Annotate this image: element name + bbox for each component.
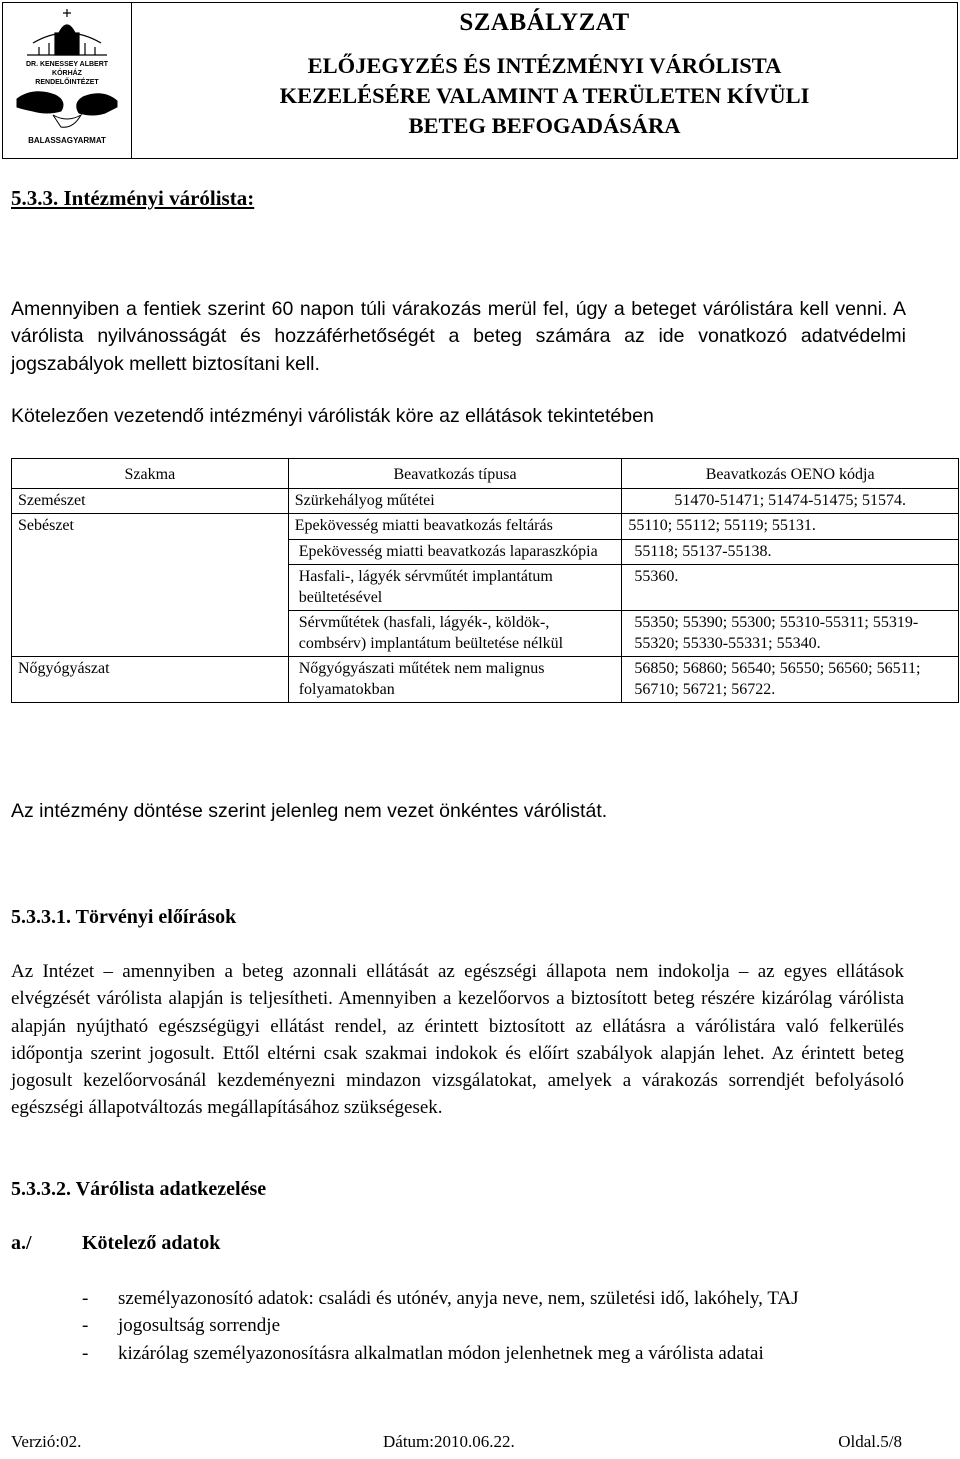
table-cell: 55350; 55390; 55300; 55310-55311; 55319-55320; 55330-55331; 55340. xyxy=(622,611,959,657)
table-cell: 56850; 56860; 56540; 56550; 56560; 56511; 56710; 56721; 56722. xyxy=(622,657,959,703)
document-subtitle xyxy=(132,51,957,141)
list-item-text: személyazonosító adatok: családi és utónév, anyja neve, nem, születési idő, lakóhely, TAJ xyxy=(118,1288,799,1309)
decision-line: Az intézmény döntése szerint jelenleg nem vezet önkéntes várólistát. xyxy=(11,800,608,822)
table-cell xyxy=(12,565,289,611)
table-row xyxy=(12,565,959,611)
table-cell: Szürkehályog műtétei xyxy=(288,488,622,514)
table-header-row xyxy=(12,459,959,489)
table-cell: Sebészet xyxy=(12,514,289,540)
svg-text:KÓRHÁZ: KÓRHÁZ xyxy=(52,70,82,77)
table-caption: Kötelezően vezetendő intézményi várólisták köre az ellátások tekintetében xyxy=(11,405,654,427)
subtitle-line: BETEG BEFOGADÁSÁRA xyxy=(408,113,681,138)
table-cell: 55360. xyxy=(622,565,959,611)
header-title-block xyxy=(132,3,957,141)
table-cell xyxy=(12,611,289,657)
footer-version: Verzió:02. xyxy=(11,1432,82,1451)
table-row xyxy=(12,539,959,565)
table-cell: Sérvműtétek (hasfali, lágyék-, köldök-, combsérv) implantátum beültetése nélkül xyxy=(288,611,622,657)
footer-date: Dátum:2010.06.22. xyxy=(383,1432,515,1451)
point-title: Kötelező adatok xyxy=(82,1232,221,1254)
subsection-heading: 5.3.3.2. Várólista adatkezelése xyxy=(11,1178,267,1200)
list-item: - személyazonosító adatok: családi és utónév, anyja neve, nem, születési idő, lakóhely, TAJ xyxy=(82,1285,904,1312)
svg-text:DR. KENESSEY ALBERT: DR. KENESSEY ALBERT xyxy=(25,61,109,68)
document-title: SZABÁLYZAT xyxy=(459,9,630,36)
point-label: a./ xyxy=(11,1232,32,1254)
svg-text:RENDELŐINTÉZET: RENDELŐINTÉZET xyxy=(35,79,99,86)
table-cell: Hasfali-, lágyék sérvműtét implantátum beültetésével xyxy=(288,565,622,611)
subsection-paragraph: Az Intézet – amennyiben a beteg azonnali ellátását az egészségi állapota nem indokolja – az egyes ellátások elvégzését várólista alapján is teljesítheti. Amennyiben a kezelőorvos a biztosított beteg részére kizárólag várólista alapján nyújtható egészségügyi ellátást rendel, az érintett biztosított az ellátásra a várólistára való felkerülés időpontja szerint jogosult. Ettől eltérni csak szakmai indokok és előírt szabályok alapján lehet. Az érintett beteg jogosult kezelőorvosánál kezdeményezni mindazon vizsgálatokat, amelyek a várakozás sorrendjét befolyásoló egészségi állapotváltozás megállapításához szükségesek. xyxy=(11,961,904,1119)
waiting-list-table xyxy=(11,458,959,703)
section-heading: 5.3.3. Intézményi várólista: xyxy=(11,186,255,210)
intro-paragraph: Amennyiben a fentiek szerint 60 napon túli várakozás merül fel, úgy a beteget várólistára kell venni. A várólista nyilvánosságát és hozzáférhetőségét a beteg számára az ide vonatkozó adatvédelmi jogszabályok mellett biztosítani kell. xyxy=(11,298,906,375)
list-item-text: kizárólag személyazonosításra alkalmatlan módon jelenhetnek meg a várólista adatai xyxy=(118,1342,764,1364)
list-item: - jogosultság sorrendje xyxy=(82,1312,904,1339)
table-cell: Szemészet xyxy=(12,488,289,514)
table-row xyxy=(12,657,959,703)
column-header: Beavatkozás típusa xyxy=(288,459,622,489)
subtitle-line: KEZELÉSÉRE VALAMINT A TERÜLETEN KÍVÜLI xyxy=(279,83,810,108)
table-cell: Nőgyógyászati műtétek nem malignus folyamatokban xyxy=(288,657,622,703)
list-item-text: jogosultság sorrendje xyxy=(118,1315,281,1337)
document-header xyxy=(2,2,958,159)
table-cell: Epekövesség miatti beavatkozás laparaszkópia xyxy=(288,539,622,565)
table-row xyxy=(12,611,959,657)
column-header: Beavatkozás OENO kódja xyxy=(622,459,959,489)
table-cell: Epekövesség miatti beavatkozás feltárás xyxy=(288,514,622,540)
table-row xyxy=(12,514,959,540)
logo-cell xyxy=(3,3,132,158)
list-item: - kizárólag személyazonosításra alkalmatlan módon jelenhetnek meg a várólista adatai xyxy=(82,1340,904,1367)
table-cell: 55118; 55137-55138. xyxy=(622,539,959,565)
subtitle-line: ELŐJEGYZÉS ÉS INTÉZMÉNYI VÁRÓLISTA xyxy=(307,53,782,78)
footer-page-number: Oldal.5/8 xyxy=(838,1432,902,1451)
table-cell xyxy=(12,539,289,565)
required-data-list xyxy=(82,1285,904,1367)
table-cell: Nőgyógyászat xyxy=(12,657,289,703)
svg-text:BALASSAGYARMAT: BALASSAGYARMAT xyxy=(28,136,106,145)
table-cell: 51470-51471; 51474-51475; 51574. xyxy=(622,488,959,514)
hospital-logo xyxy=(3,3,131,158)
table-row xyxy=(12,488,959,514)
subsection-heading: 5.3.3.1. Törvényi előírások xyxy=(11,906,237,928)
column-header: Szakma xyxy=(12,459,289,489)
table-cell: 55110; 55112; 55119; 55131. xyxy=(622,514,959,540)
